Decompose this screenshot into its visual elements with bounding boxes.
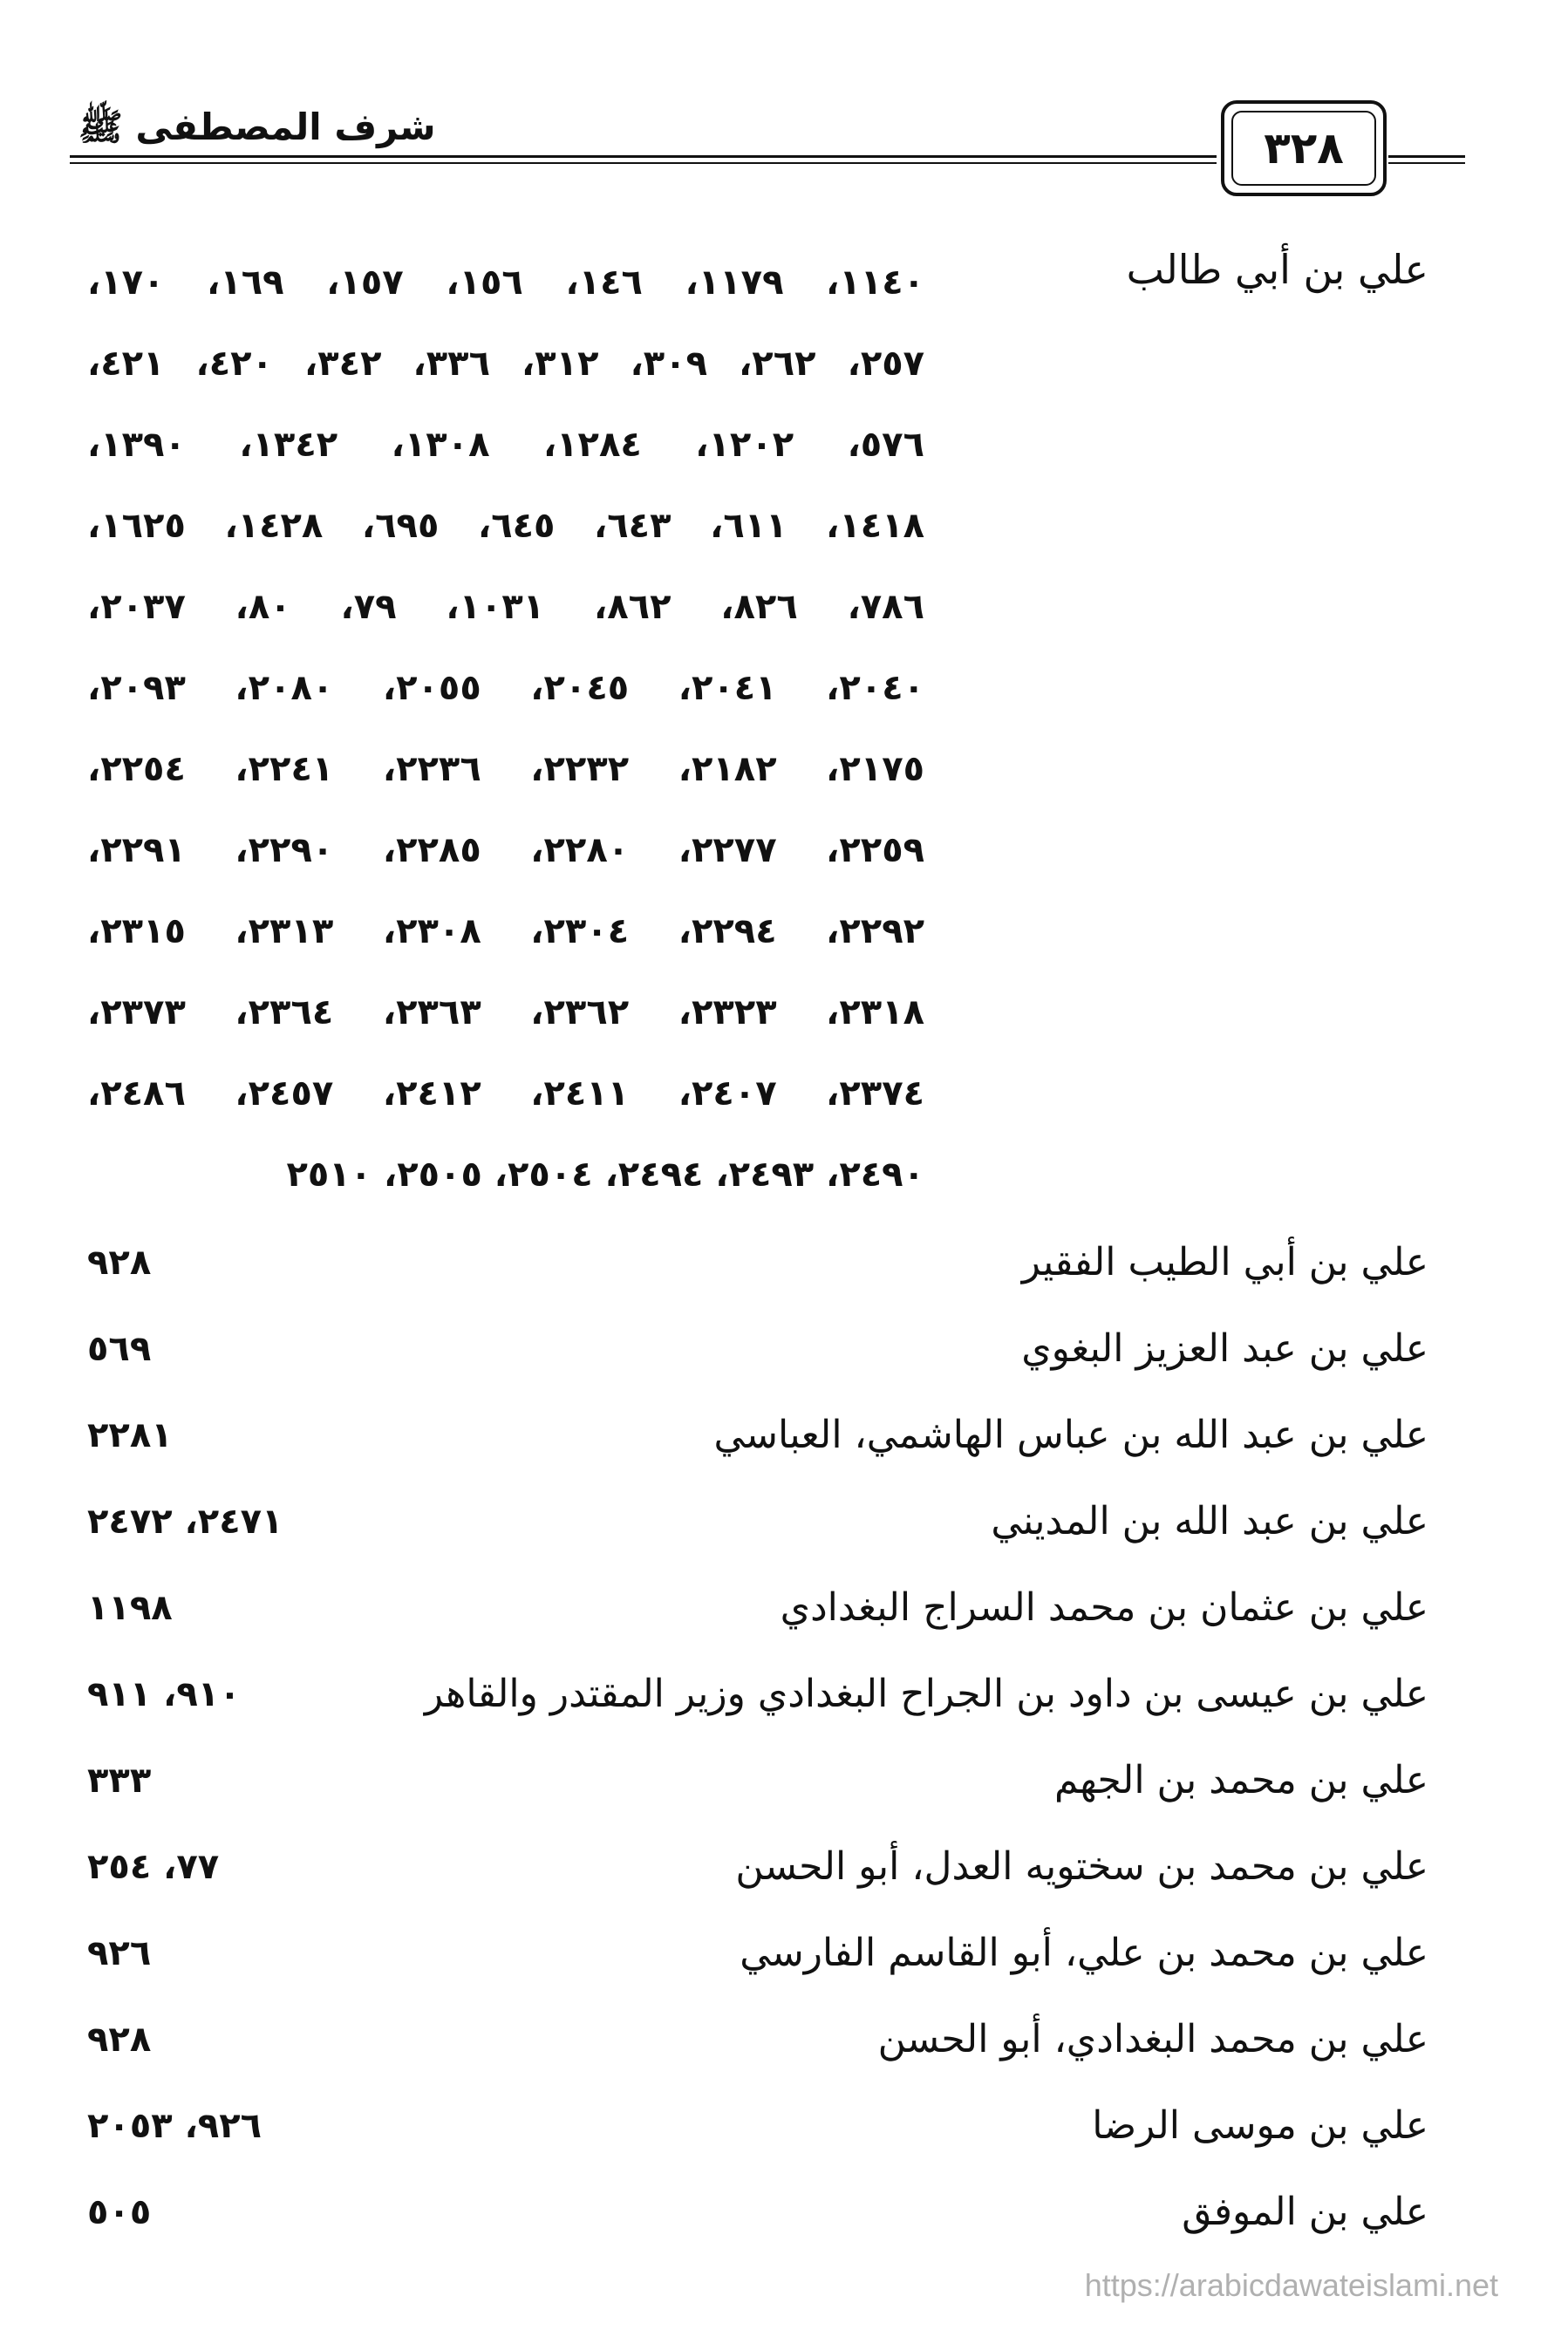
running-title: شرف المصطفى ﷺ: [78, 106, 436, 148]
main-entry-ref-line: ٢٢٥٩، ٢٢٧٧، ٢٢٨٠، ٢٢٨٥، ٢٢٩٠، ٢٢٩١،: [87, 830, 924, 870]
entry-refs: ٥٠٥: [87, 2191, 152, 2232]
page-number-frame: [1221, 100, 1387, 196]
main-entry-ref-line: ٥٧٦، ١٢٠٢، ١٢٨٤، ١٣٠٨، ١٣٤٢، ١٣٩٠،: [87, 425, 924, 465]
main-entry-ref-line: ٢٠٤٠، ٢٠٤١، ٢٠٤٥، ٢٠٥٥، ٢٠٨٠، ٢٠٩٣،: [87, 668, 924, 708]
entry-refs: ٩٢٨: [87, 1242, 152, 1283]
entry-name: علي بن محمد بن الجهم: [1053, 1758, 1428, 1802]
entry-name: علي بن عيسى بن داود بن الجراح البغدادي وزير المقتدر والقاهر: [424, 1672, 1428, 1716]
header-rule-right-top: [1388, 155, 1465, 158]
main-entry-ref-line: ٢٥٧، ٢٦٢، ٣٠٩، ٣١٢، ٣٣٦، ٣٤٢، ٤٢٠، ٤٢١،: [87, 344, 924, 384]
header-rule-top: [70, 155, 1217, 158]
entry-refs: ٩٢٦: [87, 1932, 152, 1973]
index-entry: [87, 1564, 1428, 1651]
entry-name: علي بن محمد بن علي، أبو القاسم الفارسي: [740, 1931, 1428, 1975]
header-rule-right-bottom: [1388, 162, 1465, 164]
entry-name: علي بن موسى الرضا: [1092, 2103, 1428, 2148]
main-entry-ref-line: ١١٤٠، ١١٧٩، ١٤٦، ١٥٦، ١٥٧، ١٦٩، ١٧٠،: [87, 262, 924, 303]
main-entry-ref-line: ٢٤٩٠، ٢٤٩٣، ٢٤٩٤، ٢٥٠٤، ٢٥٠٥، ٢٥١٠: [286, 1155, 924, 1195]
entry-name: علي بن عبد الله بن المديني: [991, 1499, 1428, 1543]
main-entry-refs: [87, 242, 924, 1216]
entry-refs: ٩٢٨: [87, 2019, 152, 2060]
index-entry: [87, 1219, 1428, 1305]
entry-refs: ٢٤٧١، ٢٤٧٢: [87, 1501, 283, 1542]
entry-name: علي بن الموفق: [1182, 2190, 1428, 2234]
entry-name: علي بن عثمان بن محمد السراج البغدادي: [780, 1585, 1428, 1630]
index-entry: [87, 1651, 1428, 1737]
header-rule-bottom: [70, 162, 1217, 164]
entry-refs: ١١٩٨: [87, 1587, 173, 1628]
entry-refs: ٩٢٦، ٢٠٥٣: [87, 2105, 262, 2146]
index-entry: [87, 1823, 1428, 1910]
entry-name: علي بن عبد العزيز البغوي: [1021, 1326, 1428, 1371]
main-entry-name: علي بن أبي طالب: [1126, 246, 1428, 293]
index-entry: [87, 1737, 1428, 1823]
entry-name: علي بن عبد الله بن عباس الهاشمي، العباسي: [713, 1413, 1428, 1457]
entry-refs: ٧٧، ٢٥٤: [87, 1846, 220, 1887]
entry-refs: ٢٢٨١: [87, 1414, 173, 1455]
main-entry-ref-line: ٧٨٦، ٨٢٦، ٨٦٢، ١٠٣١، ٧٩، ٨٠، ٢٠٣٧،: [87, 587, 924, 627]
main-entry-ref-line: ٢٣١٨، ٢٣٢٣، ٢٣٦٢، ٢٣٦٣، ٢٣٦٤، ٢٣٧٣،: [87, 992, 924, 1032]
entry-refs: ٩١٠، ٩١١: [87, 1673, 241, 1714]
entry-name: علي بن محمد بن سختويه العدل، أبو الحسن: [735, 1844, 1428, 1889]
index-entry: [87, 2169, 1428, 2255]
index-entry: [87, 1305, 1428, 1392]
entry-name: علي بن محمد البغدادي، أبو الحسن: [877, 2017, 1428, 2061]
index-entry: [87, 1478, 1428, 1564]
page-number: ٣٢٨: [1231, 111, 1376, 186]
index-entry: [87, 1910, 1428, 1996]
index-entries: [87, 1219, 1428, 2255]
main-entry-ref-line: ٢٢٩٢، ٢٢٩٤، ٢٣٠٤، ٢٣٠٨، ٢٣١٣، ٢٣١٥،: [87, 911, 924, 951]
index-entry: [87, 1996, 1428, 2082]
entry-name: علي بن أبي الطيب الفقير: [1021, 1240, 1428, 1284]
watermark-url: https://arabicdawateislami.net: [1084, 2267, 1498, 2303]
entry-refs: ٣٣٣: [87, 1760, 152, 1801]
main-entry-ref-line: ٢٣٧٤، ٢٤٠٧، ٢٤١١، ٢٤١٢، ٢٤٥٧، ٢٤٨٦،: [87, 1073, 924, 1114]
main-entry-ref-line: ٢١٧٥، ٢١٨٢، ٢٢٣٢، ٢٢٣٦، ٢٢٤١، ٢٢٥٤،: [87, 749, 924, 789]
index-entry: [87, 2082, 1428, 2169]
main-entry-ref-line: ١٤١٨، ٦١١، ٦٤٣، ٦٤٥، ٦٩٥، ١٤٢٨، ١٦٢٥،: [87, 506, 924, 546]
page-header: [0, 0, 1568, 209]
entry-refs: ٥٦٩: [87, 1328, 152, 1369]
index-entry: [87, 1392, 1428, 1478]
